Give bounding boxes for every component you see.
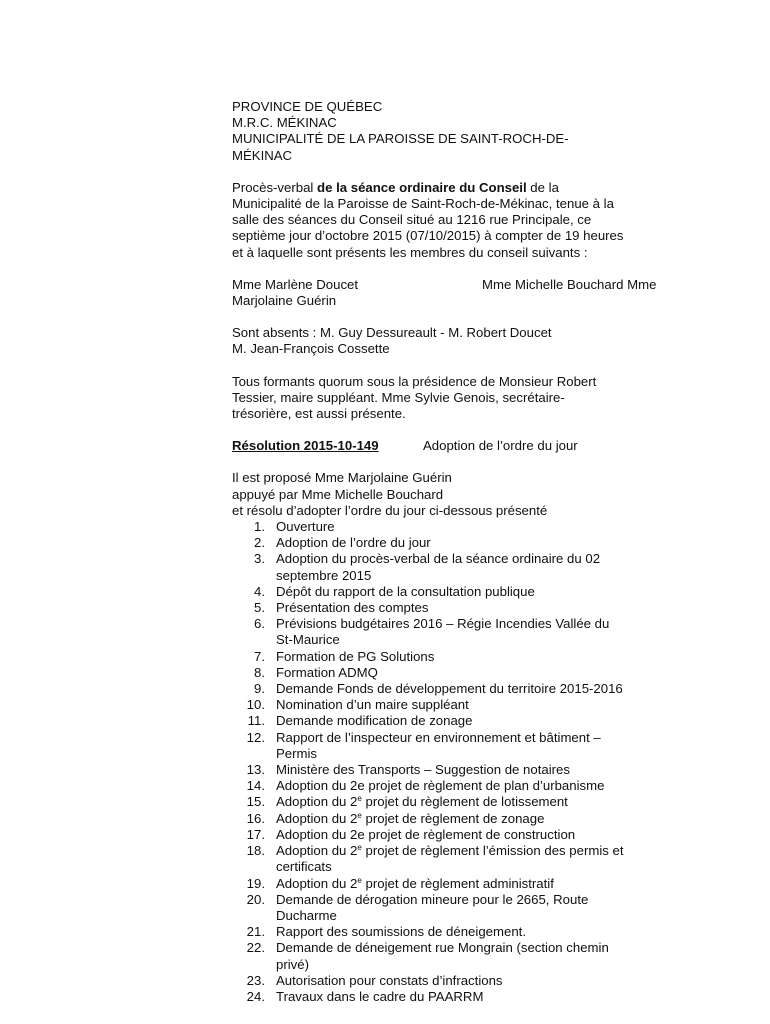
agenda-item — [232, 876, 692, 892]
quorum-line-2: Tessier, maire suppléant. Mme Sylvie Genois, secrétaire- — [232, 389, 565, 405]
agenda-item-text: Rapport des soumissions de déneigement. — [276, 924, 526, 940]
agenda-item-text: Autorisation pour constats d’infractions — [276, 972, 503, 988]
agenda-item-text: Demande de déneigement rue Mongrain (section chemin — [276, 940, 609, 956]
agenda-item-number: 21. — [246, 924, 265, 940]
agenda-item-number: 23. — [246, 972, 265, 988]
agenda-item-text: Formation de PG Solutions — [276, 648, 435, 664]
agenda-item — [232, 713, 692, 729]
intro-line-4: septième jour d’octobre 2015 (07/10/2015) à compter de 19 heures — [232, 228, 624, 244]
agenda-item — [232, 924, 692, 940]
agenda-item — [232, 827, 692, 843]
agenda-item — [232, 989, 692, 1005]
agenda-item-number: 5. — [254, 600, 265, 616]
agenda-item-number: 1. — [254, 519, 265, 535]
present-members — [232, 277, 692, 309]
agenda-item-text: Prévisions budgétaires 2016 – Régie Incendies Vallée du — [276, 616, 610, 632]
present-member-left: Mme Marlène Doucet — [232, 276, 359, 292]
agenda-item-text: St-Maurice — [276, 632, 340, 648]
agenda-item-number: 8. — [254, 664, 265, 680]
agenda-item-text: Permis — [276, 745, 318, 761]
agenda-item-text: Travaux dans le cadre du PAARRM — [276, 988, 484, 1004]
absent-line-1: Sont absents : M. Guy Dessureault - M. Robert Doucet — [232, 325, 552, 341]
agenda-item-number: 14. — [246, 778, 265, 794]
agenda-item-text: Demande Fonds de développement du territoire 2015-2016 — [276, 681, 623, 697]
agenda-item-number: 20. — [246, 891, 265, 907]
agenda-item-number: 2. — [254, 535, 265, 551]
agenda-item-text: Dépôt du rapport de la consultation publique — [276, 583, 535, 599]
agenda-item-number: 10. — [246, 697, 265, 713]
agenda-item-text: Ministère des Transports – Suggestion de notaires — [276, 762, 570, 778]
agenda-item-number: 3. — [254, 551, 265, 567]
agenda-item-text: Adoption du 2e projet de règlement de zonage — [276, 810, 545, 826]
agenda-item — [232, 892, 692, 924]
agenda-item — [232, 584, 692, 600]
agenda-item-text: Présentation des comptes — [276, 600, 429, 616]
agenda-item-text: Adoption de l’ordre du jour — [276, 535, 431, 551]
agenda-item-number: 19. — [246, 875, 265, 891]
agenda-item-text: Adoption du 2e projet de règlement de plan d’urbanisme — [276, 778, 605, 794]
intro-pre: Procès-verbal — [232, 179, 318, 195]
agenda-item — [232, 649, 692, 665]
agenda-item-text: Ducharme — [276, 907, 337, 923]
municipality-line-cont: MÉKINAC — [232, 147, 293, 163]
agenda-item-text: Adoption du 2e projet de règlement administratif — [276, 875, 554, 891]
resolution-subject: Adoption de l’ordre du jour — [423, 438, 578, 454]
agenda-item-number: 6. — [254, 616, 265, 632]
intro-paragraph — [232, 180, 692, 261]
agenda-item — [232, 681, 692, 697]
agenda-item — [232, 535, 692, 551]
agenda-item-number: 4. — [254, 583, 265, 599]
intro-line-3: salle des séances du Conseil situé au 1216 rue Principale, ce — [232, 212, 592, 228]
document-header — [232, 99, 692, 164]
agenda-item-text: Adoption du 2e projet de règlement l’émission des permis et — [276, 843, 624, 859]
intro-bold: de la séance ordinaire du Conseil — [317, 179, 527, 195]
agenda-item-number: 22. — [246, 940, 265, 956]
province-line: PROVINCE DE QUÉBEC — [232, 99, 383, 114]
resolution-body — [232, 470, 692, 519]
seconded-by: appuyé par Mme Michelle Bouchard — [232, 486, 444, 502]
agenda-item-text: Demande modification de zonage — [276, 713, 473, 729]
agenda-item-number: 9. — [254, 681, 265, 697]
intro-line-5: et à laquelle sont présents les membres du conseil suivants : — [232, 244, 588, 260]
present-member-cont: Marjolaine Guérin — [232, 293, 337, 309]
agenda-item-number: 13. — [246, 762, 265, 778]
agenda-item — [232, 940, 692, 972]
agenda-item — [232, 519, 692, 535]
agenda-item-number: 24. — [246, 988, 265, 1004]
agenda-item-number: 18. — [246, 843, 265, 859]
agenda-item-text: Formation ADMQ — [276, 664, 378, 680]
moved-by: Il est proposé Mme Marjolaine Guérin — [232, 470, 452, 486]
resolved-line: et résolu d’adopter l’ordre du jour ci-dessous présenté — [232, 502, 548, 518]
agenda-item — [232, 843, 692, 875]
agenda-item — [232, 762, 692, 778]
present-member-right: Mme Michelle Bouchard Mme — [482, 276, 657, 292]
agenda-item — [232, 811, 692, 827]
absent-members — [232, 325, 692, 357]
agenda-item — [232, 730, 692, 762]
agenda-item — [232, 778, 692, 794]
resolution-number: Résolution 2015-10-149 — [232, 438, 379, 454]
quorum-line-1: Tous formants quorum sous la présidence de Monsieur Robert — [232, 373, 597, 389]
agenda-item — [232, 973, 692, 989]
agenda-item — [232, 794, 692, 810]
agenda-item-text: Demande de dérogation mineure pour le 2665, Route — [276, 891, 589, 907]
quorum-line-3: trésorière, est aussi présente. — [232, 406, 406, 422]
agenda-item-text: privé) — [276, 956, 309, 972]
agenda-item-text: certificats — [276, 859, 332, 875]
agenda-item-text: Adoption du 2e projet du règlement de lotissement — [276, 794, 568, 810]
municipality-line: MUNICIPALITÉ DE LA PAROISSE DE SAINT-ROCH-DE- — [232, 131, 569, 147]
agenda-item-number: 12. — [246, 729, 265, 745]
agenda-item — [232, 616, 692, 648]
agenda-item — [232, 697, 692, 713]
agenda-item-number: 7. — [254, 648, 265, 664]
document-page — [232, 99, 692, 1005]
agenda-item-text: Rapport de l’inspecteur en environnement et bâtiment – — [276, 729, 601, 745]
absent-line-2: M. Jean-François Cossette — [232, 341, 390, 357]
resolution-heading — [232, 438, 692, 454]
agenda-item-text: Nomination d’un maire suppléant — [276, 697, 469, 713]
intro-post: de la — [526, 179, 559, 195]
agenda-item — [232, 600, 692, 616]
agenda-item-text: Adoption du procès-verbal de la séance ordinaire du 02 — [276, 551, 601, 567]
agenda-item — [232, 551, 692, 583]
intro-line-2: Municipalité de la Paroisse de Saint-Roch-de-Mékinac, tenue à la — [232, 196, 614, 212]
agenda-item-text: Adoption du 2e projet de règlement de construction — [276, 826, 576, 842]
agenda-item-text: septembre 2015 — [276, 567, 372, 583]
agenda-item-number: 16. — [246, 810, 265, 826]
quorum-paragraph — [232, 374, 692, 423]
agenda-item — [232, 665, 692, 681]
mrc-line: M.R.C. MÉKINAC — [232, 115, 337, 131]
agenda-item-number: 15. — [246, 794, 265, 810]
agenda-item-number: 11. — [247, 713, 265, 729]
agenda-item-number: 17. — [246, 826, 265, 842]
agenda-list — [232, 519, 692, 1005]
agenda-item-text: Ouverture — [276, 519, 335, 535]
